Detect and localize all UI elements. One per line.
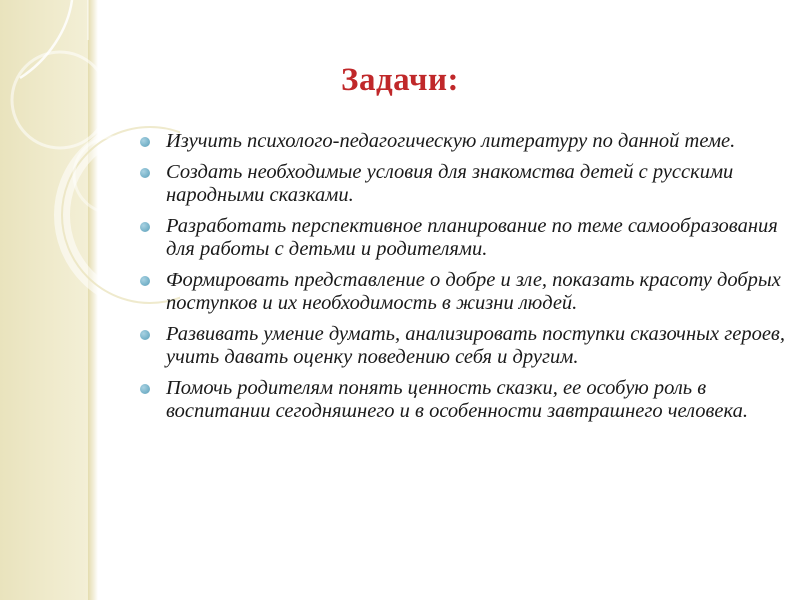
task-item [140, 161, 790, 207]
task-item [140, 323, 790, 369]
task-text: Разработать перспективное планирование по теме самообразования для работы с детьми и родителями. [166, 215, 778, 260]
circle-bullet-icon [140, 137, 150, 147]
task-text: Формировать представление о добре и зле, показать красоту добрых поступков и их необходимость в жизни людей. [166, 269, 781, 314]
task-item [140, 377, 790, 423]
task-item [140, 215, 790, 261]
task-text: Создать необходимые условия для знакомства детей с русскими народными сказками. [166, 161, 734, 206]
task-item [140, 130, 790, 153]
circle-bullet-icon [140, 168, 150, 178]
circle-bullet-icon [140, 276, 150, 286]
task-list [140, 130, 790, 431]
circle-bullet-icon [140, 330, 150, 340]
task-item [140, 269, 790, 315]
slide-title: Задачи: [341, 62, 459, 98]
task-text: Развивать умение думать, анализировать поступки сказочных героев, учить давать оценку поведению себя и другим. [166, 323, 785, 368]
task-text: Помочь родителям понять ценность сказки, ее особую роль в воспитании сегодняшнего и в особенности завтрашнего человека. [166, 377, 748, 422]
circle-bullet-icon [140, 384, 150, 394]
task-text: Изучить психолого-педагогическую литературу по данной теме. [166, 130, 736, 152]
circle-bullet-icon [140, 222, 150, 232]
